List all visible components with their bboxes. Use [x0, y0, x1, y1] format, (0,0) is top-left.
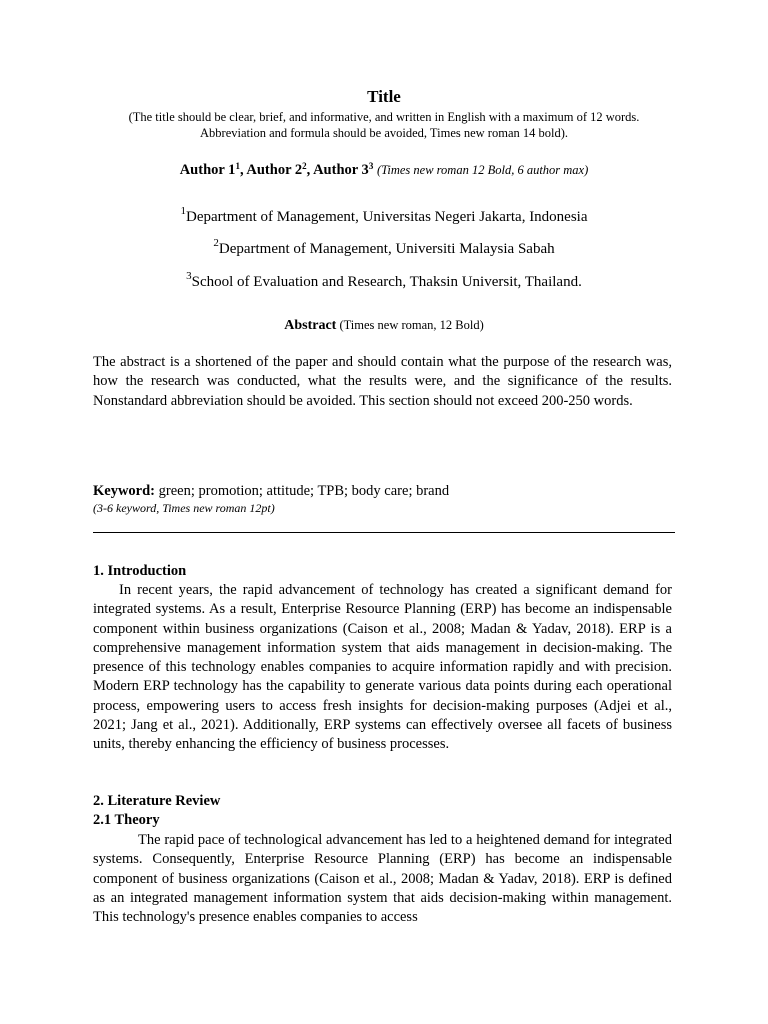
introduction-heading: 1. Introduction — [93, 563, 187, 579]
title-instructions — [100, 109, 668, 141]
author-3: Author $3^3$ — [313, 161, 374, 178]
title-note-line1: (The title should be clear, brief, and informative, and written in English with a maximum of 12 words. — [128, 110, 640, 124]
abstract-text: The abstract is a shortened of the paper and should contain what the purpose of the research was, how the research was conducted, what the results were, and the significance of the results. Nonstandard abbreviation should be avoided. This section should not exceed 200-250 words. — [93, 354, 672, 409]
abstract-heading-note: (Times new roman, 12 Bold) — [336, 318, 484, 332]
title-note-line2: Abbreviation and formula should be avoided, Times new roman 14 bold). — [200, 126, 568, 140]
author-1: Author $1^1$, — [179, 161, 247, 178]
keywords-label: Keyword: — [93, 483, 156, 499]
author-line — [0, 161, 768, 179]
keywords-line — [93, 482, 672, 500]
theory-text: The rapid pace of technological advancement has led to a heightened demand for integrated systems. Consequently, Enterprise Resource Planning (ERP) has become an indispensable component of business organizations (Caison et al., 2008; Madan & Yadav, 2018). ERP is defined as an integrated management information system that aids decision-making within management. This technology's presence enables companies to access — [93, 832, 672, 926]
keywords-note: (3-6 keyword, Times new roman 12pt) — [93, 501, 275, 515]
literature-review-heading: 2. Literature Review — [93, 793, 221, 809]
introduction-text: In recent years, the rapid advancement of technology has created a significant demand for integrated systems. As a result, Enterprise Resource Planning (ERP) has become an indispensable component within business organizations (Caison et al., 2008; Madan & Yadav, 2018). ERP is a comprehensive management information system that aids management in decision-making. The presence of this technology enables companies to acquire information rapidly and with precision. Modern ERP technology has the capability to generate various data points during each operational process, empowering users to access fresh insights for decision-making purposes (Adjei et al., 2021; Jang et al., 2021). Additionally, ERP systems can effectively oversee all facets of business units, thereby enhancing the efficiency of business processes. — [93, 582, 672, 753]
affiliation-3: $^3$School of Evaluation and Research, Thaksin Universit, Thailand. — [186, 270, 582, 290]
affiliation-2: $^2$Department of Management, Universiti Malaysia Sabah — [213, 237, 555, 257]
paper-title: Title — [367, 87, 401, 106]
author-2: Author $2^2$, — [246, 161, 314, 178]
section-divider — [93, 532, 675, 533]
keywords-values: green; promotion; attitude; TPB; body care; brand — [155, 483, 450, 499]
affiliation-1: $^1$Department of Management, Universitas Negeri Jakarta, Indonesia — [180, 205, 588, 225]
author-note: (Times new roman 12 Bold, 6 author max) — [376, 163, 589, 177]
abstract-heading: Abstract (Times new roman, 12 Bold) — [284, 318, 484, 333]
theory-heading: 2.1 Theory — [93, 812, 160, 828]
